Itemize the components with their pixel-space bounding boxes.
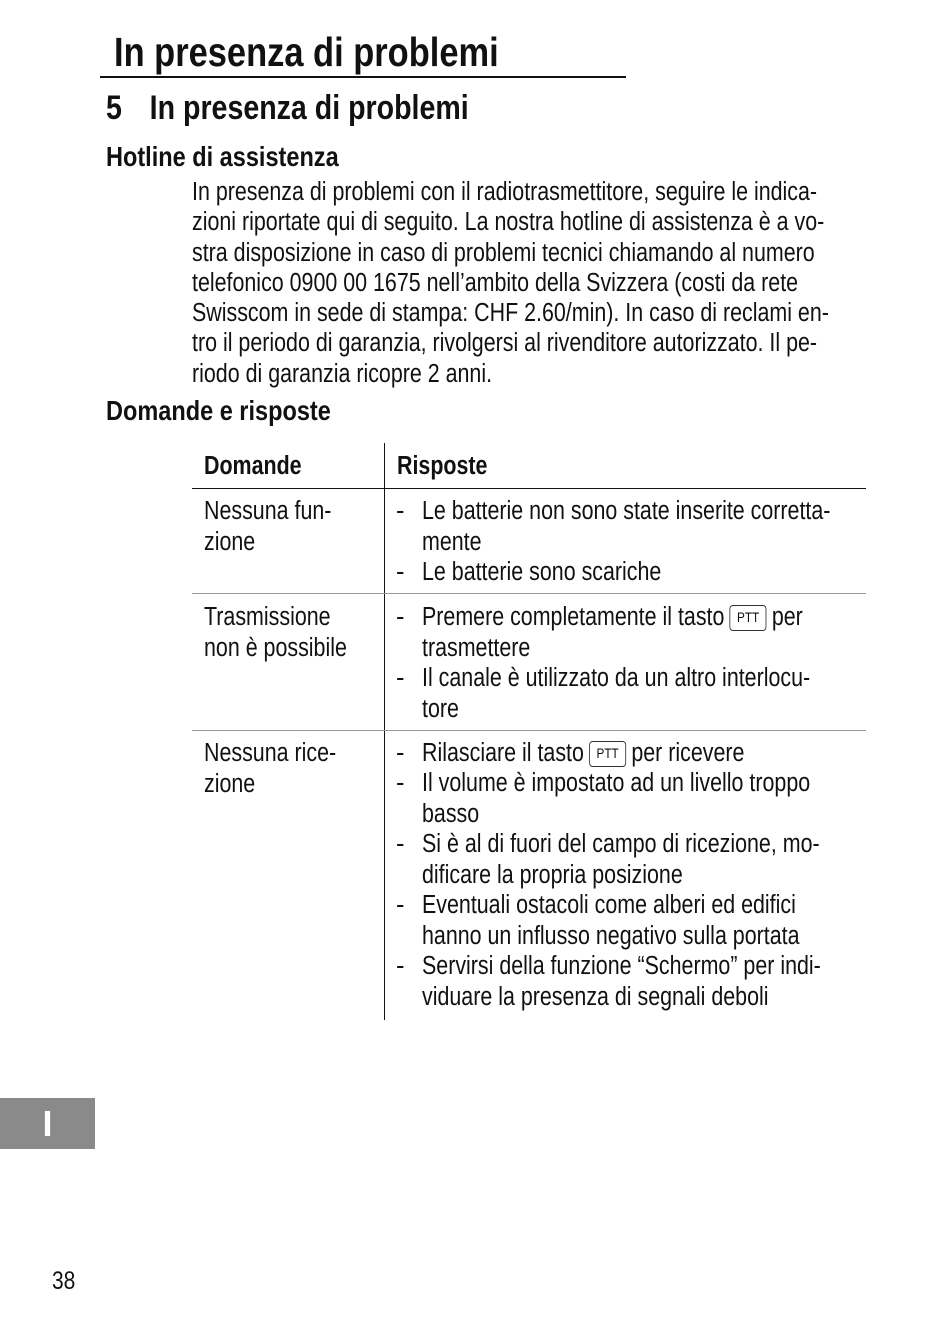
chapter-heading bbox=[106, 86, 526, 130]
question-line: Trasmissione bbox=[204, 603, 331, 631]
answer-line: trasmettere bbox=[422, 633, 531, 662]
answer-text-after-key: per bbox=[771, 603, 803, 631]
answer-dash: - bbox=[396, 739, 405, 767]
language-tab-label: I bbox=[42, 1103, 53, 1144]
answer-dash: - bbox=[396, 830, 405, 858]
ptt-key-icon: PTT bbox=[589, 741, 626, 767]
table-row-rule bbox=[192, 593, 866, 594]
table-header-questions-text: Domande bbox=[204, 452, 302, 480]
table-header-answers-text: Risposte bbox=[397, 452, 488, 480]
table-header-questions bbox=[204, 451, 320, 481]
answer-line: viduare la presenza di segnali deboli bbox=[422, 982, 769, 1011]
answer-dash: - bbox=[396, 891, 405, 919]
hotline-line: stra disposizione in caso di problemi tecnici chiamando al numero bbox=[192, 238, 815, 267]
question-line: Nessuna fun- bbox=[204, 497, 332, 525]
answer-dash: - bbox=[396, 769, 405, 797]
language-tab-marker bbox=[0, 1098, 95, 1149]
hotline-line: telefonico 0900 00 1675 nell’ambito della Svizzera (costi da rete bbox=[192, 268, 799, 297]
answer-text-before-key: Rilasciare il tasto bbox=[422, 739, 584, 767]
table-row bbox=[204, 738, 361, 799]
answer-line: Le batterie sono scariche bbox=[422, 558, 662, 586]
question-line: zione bbox=[204, 769, 256, 798]
hotline-line: Swisscom in sede di stampa: CHF 2.60/min). In caso di reclami en- bbox=[192, 299, 829, 328]
answer-line: hanno un influsso negativo sulla portata bbox=[422, 921, 800, 950]
hotline-heading bbox=[106, 140, 383, 174]
table-row-rule bbox=[192, 730, 866, 731]
page-number bbox=[52, 1266, 80, 1296]
chapter-title: In presenza di problemi bbox=[149, 89, 469, 127]
answer-text-after-key: per ricevere bbox=[631, 739, 745, 767]
table-row bbox=[204, 602, 374, 663]
hotline-heading-text: Hotline di assistenza bbox=[106, 141, 339, 172]
hotline-paragraph bbox=[192, 177, 950, 389]
faq-heading bbox=[106, 394, 374, 428]
faq-heading-text: Domande e risposte bbox=[106, 395, 331, 426]
table-row bbox=[204, 496, 356, 557]
answer-dash: - bbox=[396, 664, 405, 692]
answer-line: Eventuali ostacoli come alberi ed edifici bbox=[422, 891, 796, 919]
answer-line: basso bbox=[422, 799, 480, 828]
table-header-answers bbox=[397, 451, 505, 481]
answer-line-with-key bbox=[422, 738, 744, 769]
answer-line: mente bbox=[422, 527, 482, 556]
answer-line: Il volume è impostato ad un livello troppo bbox=[422, 769, 811, 797]
answer-dash: - bbox=[396, 603, 405, 631]
hotline-line: tro il periodo di garanzia, rivolgersi al rivenditore autorizzato. Il pe- bbox=[192, 329, 818, 358]
chapter-number: 5 bbox=[106, 89, 122, 127]
table-column-divider bbox=[384, 443, 385, 1020]
hotline-line: In presenza di problemi con il radiotrasmettitore, seguire le indica- bbox=[192, 178, 818, 206]
answer-line-with-key bbox=[422, 602, 803, 633]
answer-line: tore bbox=[422, 694, 459, 723]
answer-text-before-key: Premere completamente il tasto bbox=[422, 603, 725, 631]
ptt-key-icon: PTT bbox=[729, 605, 766, 631]
answer-line: Il canale è utilizzato da un altro interlocu- bbox=[422, 664, 811, 692]
answer-dash: - bbox=[396, 497, 405, 525]
answer-line: dificare la propria posizione bbox=[422, 860, 683, 889]
question-line: non è possibile bbox=[204, 633, 347, 662]
answer-dash: - bbox=[396, 558, 405, 586]
page-header bbox=[100, 28, 626, 78]
page-header-title: In presenza di problemi bbox=[114, 29, 499, 75]
answer-line: Servirsi della funzione “Schermo” per indi- bbox=[422, 952, 821, 980]
hotline-line: zioni riportate qui di seguito. La nostra hotline di assistenza è a vo- bbox=[192, 208, 825, 237]
answer-dash: - bbox=[396, 952, 405, 980]
answer-line: Le batterie non sono state inserite corretta- bbox=[422, 497, 831, 525]
table-header-rule bbox=[192, 488, 866, 489]
question-line: zione bbox=[204, 527, 256, 556]
hotline-line: riodo di garanzia ricopre 2 anni. bbox=[192, 359, 493, 388]
question-line: Nessuna rice- bbox=[204, 739, 337, 767]
page-number-text: 38 bbox=[52, 1267, 76, 1295]
answer-line: Si è al di fuori del campo di ricezione, mo- bbox=[422, 830, 820, 858]
